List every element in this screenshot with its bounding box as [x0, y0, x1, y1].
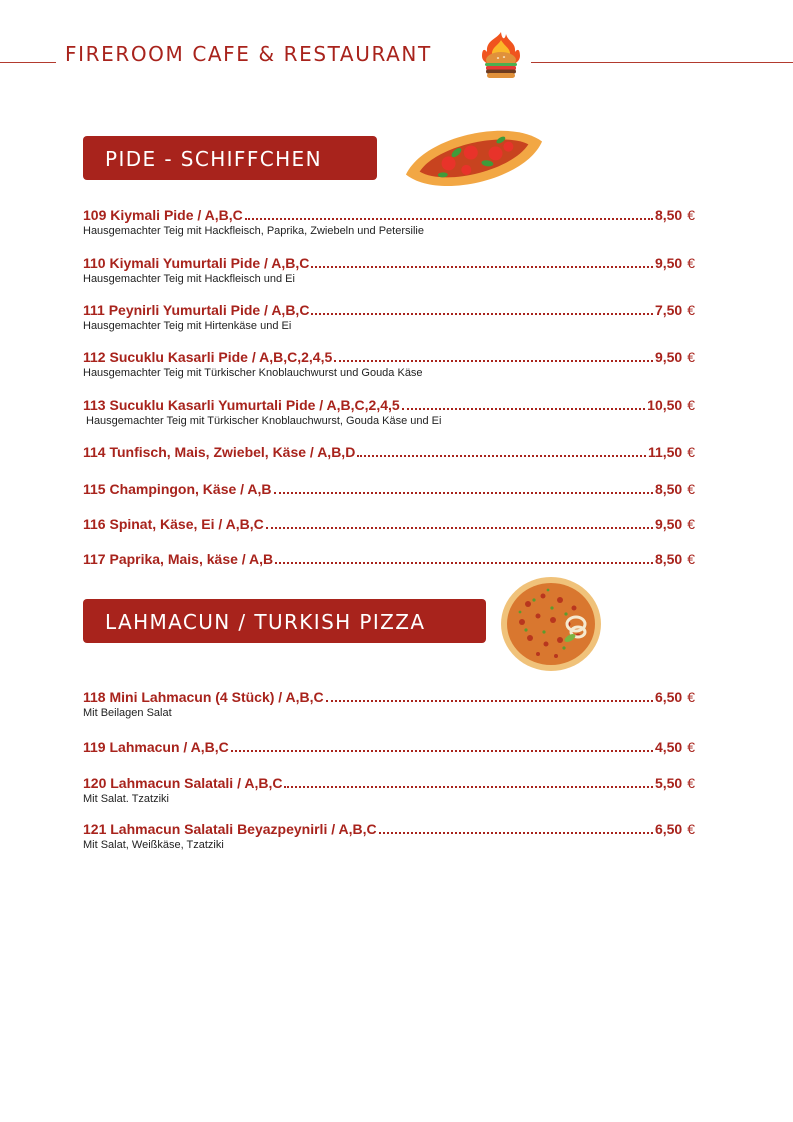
item-name: 110 Kiymali Yumurtali Pide / A,B,C [83, 255, 310, 271]
menu-item-row [83, 206, 695, 224]
item-price: 6,50 [654, 689, 683, 705]
menu-item-row [83, 550, 695, 568]
menu-item [83, 820, 695, 854]
dotted-leader [311, 266, 653, 268]
restaurant-name: FIREROOM CAFE & RESTAURANT [65, 42, 432, 66]
item-description: Hausgemachter Teig mit Hirtenkäse und Ei [83, 320, 292, 332]
item-description: Mit Salat. Tzatziki [83, 793, 169, 805]
dotted-leader [326, 700, 653, 702]
currency-symbol: € [687, 689, 695, 705]
menu-list-pide [83, 206, 695, 570]
menu-item [83, 396, 695, 443]
item-name: 109 Kiymali Pide / A,B,C [83, 207, 243, 223]
item-price: 11,50 [647, 444, 683, 460]
menu-item-row [83, 688, 695, 706]
menu-item [83, 688, 695, 738]
item-name: 115 Champingon, Käse / A,B [83, 481, 272, 497]
dotted-leader [284, 786, 653, 788]
menu-item [83, 480, 695, 515]
dotted-leader [275, 562, 653, 564]
menu-item-row [83, 348, 695, 366]
menu-item [83, 515, 695, 550]
item-price: 8,50 [654, 481, 683, 497]
menu-list-lahmacun [83, 688, 695, 854]
menu-item [83, 550, 695, 570]
item-description: Mit Salat, Weißkäse, Tzatziki [83, 839, 224, 851]
currency-symbol: € [687, 444, 695, 460]
header-divider-right [531, 62, 793, 63]
item-name: 119 Lahmacun / A,B,C [83, 739, 229, 755]
item-description: Mit Beilagen Salat [83, 707, 172, 719]
menu-item-row [83, 515, 695, 533]
currency-symbol: € [687, 207, 695, 223]
item-name: 113 Sucuklu Kasarli Yumurtali Pide / A,B,C,2,4,5 [83, 397, 400, 413]
menu-item [83, 301, 695, 348]
currency-symbol: € [687, 551, 695, 567]
item-name: 120 Lahmacun Salatali / A,B,C [83, 775, 283, 791]
item-name: 117 Paprika, Mais, käse / A,B [83, 551, 274, 567]
menu-item [83, 443, 695, 480]
item-name: 111 Peynirli Yumurtali Pide / A,B,C [83, 302, 310, 318]
menu-item [83, 738, 695, 774]
currency-symbol: € [687, 516, 695, 532]
menu-item [83, 254, 695, 301]
menu-item-row [83, 443, 695, 461]
currency-symbol: € [687, 739, 695, 755]
menu-item-row [83, 738, 695, 756]
item-price: 10,50 [647, 397, 683, 413]
currency-symbol: € [687, 302, 695, 318]
section-banner-pide: PIDE - SCHIFFCHEN [83, 136, 377, 180]
item-price: 4,50 [654, 739, 683, 755]
dotted-leader [402, 408, 645, 410]
item-price: 9,50 [654, 516, 683, 532]
item-name: 118 Mini Lahmacun (4 Stück) / A,B,C [83, 689, 324, 705]
menu-item-row [83, 396, 695, 414]
menu-item-row [83, 254, 695, 272]
item-description: Hausgemachter Teig mit Hackfleisch und Ei [83, 273, 295, 285]
dotted-leader [311, 313, 653, 315]
menu-item [83, 774, 695, 820]
page-header [0, 34, 793, 82]
menu-item-row [83, 774, 695, 792]
currency-symbol: € [687, 255, 695, 271]
header-divider-left [0, 62, 56, 63]
dotted-leader [334, 360, 653, 362]
dotted-leader [231, 750, 653, 752]
menu-item [83, 206, 695, 238]
item-price: 5,50 [654, 775, 683, 791]
item-name: 116 Spinat, Käse, Ei / A,B,C [83, 516, 264, 532]
dotted-leader [357, 455, 646, 457]
item-description: Hausgemachter Teig mit Hackfleisch, Paprika, Zwiebeln und Petersilie [83, 225, 424, 237]
item-price: 8,50 [654, 551, 683, 567]
section-banner-lahmacun: LAHMACUN / TURKISH PIZZA [83, 599, 486, 643]
menu-item-row [83, 480, 695, 498]
dotted-leader [274, 492, 653, 494]
item-description: Hausgemachter Teig mit Türkischer Knoblauchwurst und Gouda Käse [83, 367, 423, 379]
dotted-leader [379, 832, 653, 834]
burger-fire-icon [478, 30, 524, 80]
currency-symbol: € [687, 821, 695, 837]
item-price: 7,50 [654, 302, 683, 318]
menu-item-row [83, 301, 695, 319]
currency-symbol: € [687, 349, 695, 365]
item-description: Hausgemachter Teig mit Türkischer Knoblauchwurst, Gouda Käse und Ei [86, 415, 442, 427]
item-price: 6,50 [654, 821, 683, 837]
menu-item [83, 348, 695, 396]
item-name: 121 Lahmacun Salatali Beyazpeynirli / A,B,C [83, 821, 377, 837]
dotted-leader [245, 218, 653, 220]
item-price: 9,50 [654, 255, 683, 271]
item-price: 8,50 [654, 207, 683, 223]
dotted-leader [266, 527, 653, 529]
item-price: 9,50 [654, 349, 683, 365]
menu-item-row [83, 820, 695, 838]
item-name: 114 Tunfisch, Mais, Zwiebel, Käse / A,B,D [83, 444, 356, 460]
pide-flatbread-image [400, 118, 548, 198]
item-name: 112 Sucuklu Kasarli Pide / A,B,C,2,4,5 [83, 349, 333, 365]
lahmacun-image [498, 574, 604, 674]
currency-symbol: € [687, 775, 695, 791]
currency-symbol: € [687, 397, 695, 413]
currency-symbol: € [687, 481, 695, 497]
